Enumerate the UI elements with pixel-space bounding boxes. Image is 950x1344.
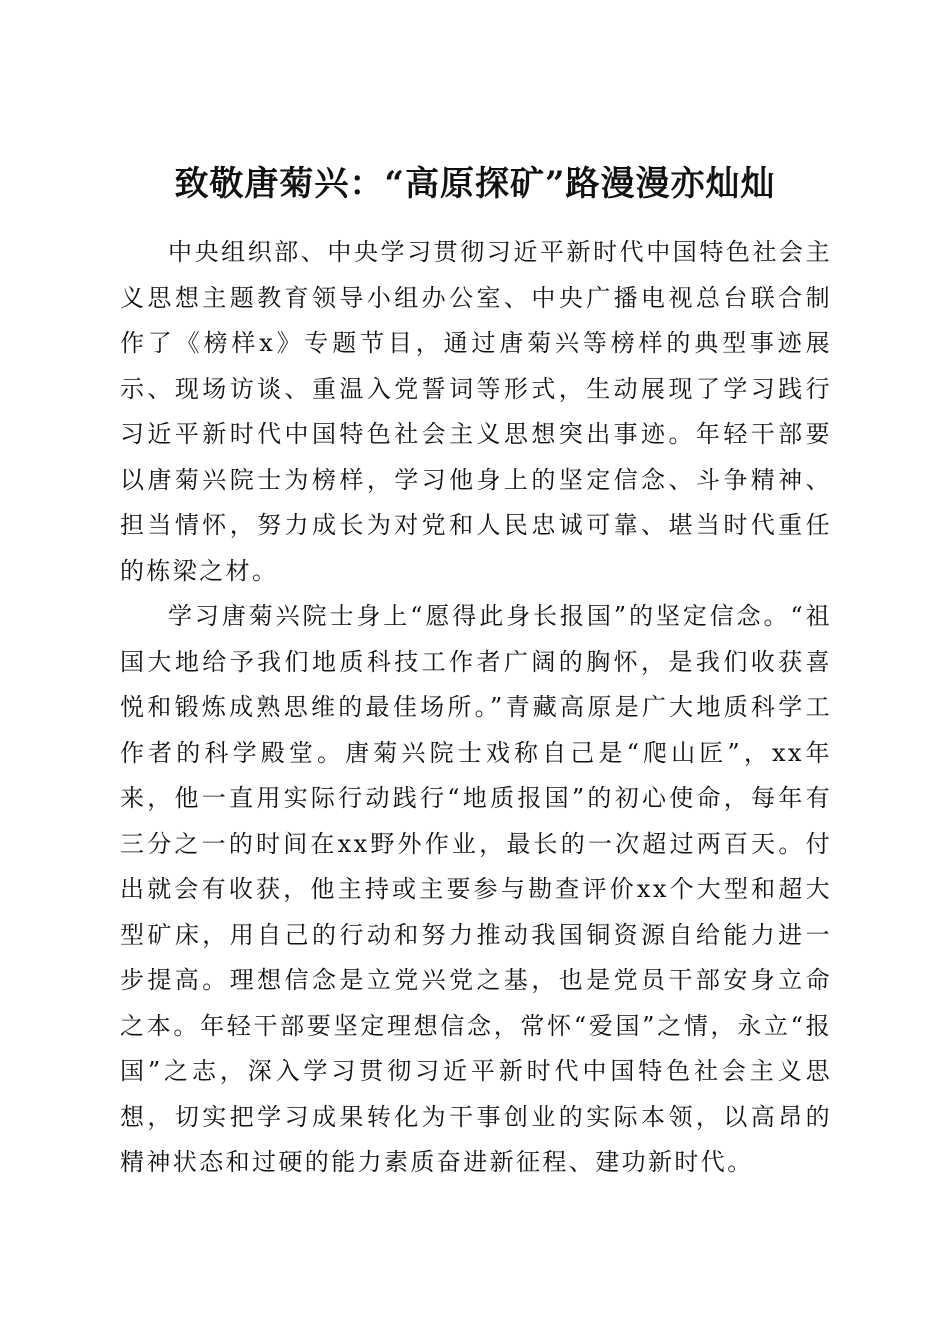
paragraph-intro: 中央组织部、中央学习贯彻习近平新时代中国特色社会主义思想主题教育领导小组办公室、中央广播电视总台联合制作了《榜样x》专题节目，通过唐菊兴等榜样的典型事迹展示、现场访谈、重温入党誓词等形式，生动展现了学习践行习近平新时代中国特色社会主义思想突出事迹。年轻干部要以唐菊兴院士为榜样，学习他身上的坚定信念、斗争精神、担当情怀，努力成长为对党和人民忠诚可靠、堪当时代重任的栋梁之材。 (120, 238, 832, 585)
document-body (120, 230, 832, 1186)
paragraph-belief: 学习唐菊兴院士身上“愿得此身长报国”的坚定信念。“祖国大地给予我们地质科技工作者广阔的胸怀，是我们收获喜悦和锻炼成熟思维的最佳场所。”青藏高原是广大地质科学工作者的科学殿堂。唐菊兴院士戏称自己是“爬山匠”，xx年来，他一直用实际行动践行“地质报国”的初心使命，每年有三分之一的时间在xx野外作业，最长的一次超过两百天。付出就会有收获，他主持或主要参与勘查评价xx个大型和超大型矿床，用自己的行动和努力推动我国铜资源自给能力进一步提高。理想信念是立党兴党之基，也是党员干部安身立命之本。年轻干部要坚定理想信念，常怀“爱国”之情，永立“报国”之志，深入学习贯彻习近平新时代中国特色社会主义思想，切实把学习成果转化为干事创业的实际本领，以高昂的精神状态和过硬的能力素质奋进新征程、建功新时代。 (120, 602, 832, 1176)
document-title: 致敬唐菊兴：“高原探矿”路漫漫亦灿灿 (174, 163, 776, 204)
